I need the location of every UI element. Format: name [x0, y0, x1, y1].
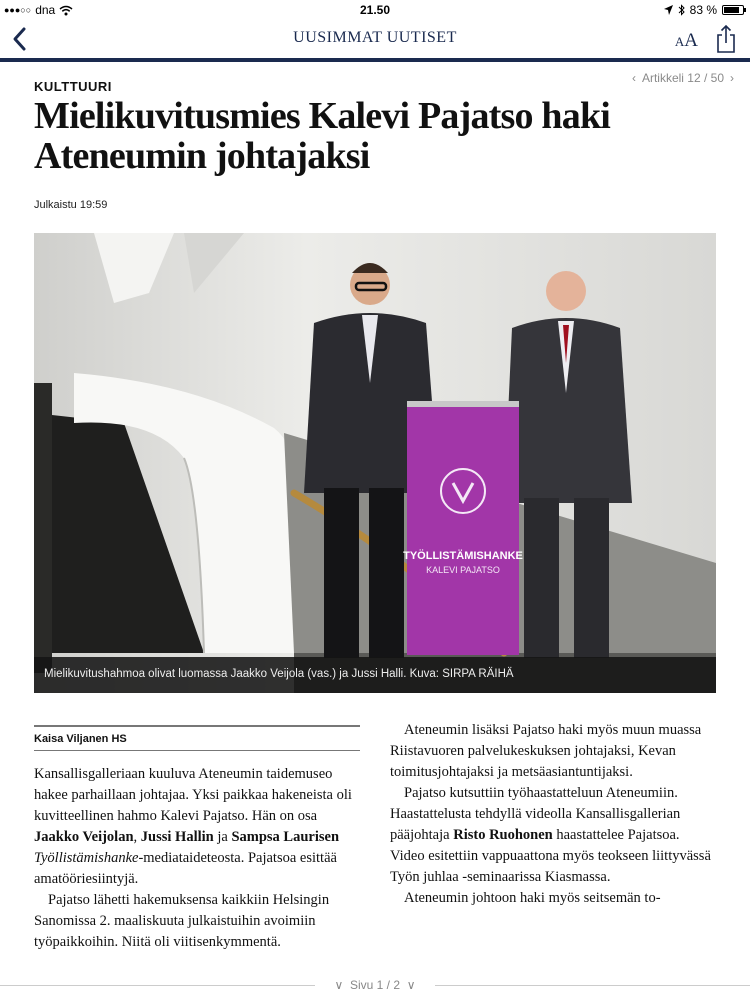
paragraph: Pajatso lähetti hakemuksensa kaikkiin Helsingin Sanomissa 2. maaliskuuta julkaistuihin avoimiin työpaikkoihin. Niitä oli viitisenkymmentä.: [34, 892, 330, 950]
article-counter: [632, 71, 734, 85]
location-arrow-icon: [664, 5, 673, 15]
published-time: Julkaistu 19:59: [34, 199, 108, 211]
status-right: [664, 3, 744, 17]
person-name: Jaakko Veijolan: [34, 829, 134, 845]
text-run: Pajatso kutsuttiin työhaastatteluun Ateneumiin. Haastattelusta tehdyllä videolla Kansallisgallerian pääjohtaja: [390, 785, 681, 843]
battery-icon: [722, 5, 744, 15]
article-counter-label: Artikkeli 12 / 50: [641, 71, 724, 85]
text-run: haastattelee Pajatsoa. Video esitettiin vappuaattona myös teokseen liittyvässä Työn juhlaa -seminaarissa Kiasmassa.: [390, 827, 711, 885]
paragraph: [390, 783, 716, 888]
page-number: Sivu 1 / 2: [349, 978, 401, 992]
page-indicator-label: [0, 978, 750, 992]
person-name: Sampsa Laurisen: [231, 829, 340, 845]
article-body-column-right: [390, 720, 716, 909]
font-size-large-label: A: [684, 30, 698, 51]
navigation-bar: [0, 20, 750, 60]
page-indicator[interactable]: [0, 977, 750, 995]
signal-strength-icon: ●●●○○: [4, 5, 32, 15]
bluetooth-icon: [678, 4, 685, 16]
photo-caption: Mielikuvitushahmoa olivat luomassa Jaakko Veijola (vas.) ja Jussi Halli. Kuva: SIRPA RÄIHÄ: [34, 657, 716, 693]
page-title: UUSIMMAT UUTISET: [293, 29, 457, 46]
work-title: Työllistämishanke: [34, 850, 139, 866]
person-name: Risto Ruohonen: [453, 827, 553, 843]
article-body-column-left: [34, 764, 360, 953]
font-size-small-label: A: [674, 34, 685, 49]
font-size-button[interactable]: [675, 30, 698, 52]
banner-rollup: [407, 405, 519, 655]
article-photo[interactable]: [34, 233, 716, 693]
person-name: Jussi Hallin: [140, 829, 214, 845]
share-icon[interactable]: [714, 24, 738, 54]
next-article-icon[interactable]: ›: [730, 71, 734, 85]
photo-illustration: [34, 233, 716, 693]
paragraph: Ateneumin lisäksi Pajatso haki myös muun muassa Riistavuoren palvelukeskuksen johtajaksi, Kevan toimitusjohtajaksi ja metsäasiantuntijaksi.: [390, 722, 702, 780]
previous-article-icon[interactable]: ‹: [631, 71, 636, 85]
banner-title: TYÖLLISTÄMISHANKE: [403, 550, 523, 562]
author-byline: Kaisa Viljanen HS: [34, 725, 360, 751]
status-bar: [0, 0, 750, 20]
text-run: Kansallisgalleriaan kuuluva Ateneumin taidemuseo hakee parhaillaan johtajaa. Yksi paikkaa hakeneista oli kuvitteellinen hahmo Kalevi Pajatso. Hän on osa: [34, 766, 352, 824]
nav-divider: [0, 58, 750, 62]
paragraph: [34, 764, 360, 890]
text-run: ja: [213, 829, 232, 845]
battery-percent: 83 %: [689, 3, 717, 17]
chevron-down-icon: ∨: [334, 978, 344, 992]
chevron-down-icon: ∨: [406, 978, 416, 992]
battery-level-fill: [724, 7, 739, 13]
carrier-name: dna: [35, 3, 56, 17]
paragraph: Ateneumin johtoon haki myös seitsemän to-: [404, 890, 661, 906]
article-headline: Mielikuvitusmies Kalevi Pajatso haki Ateneumin johtajaksi: [34, 95, 611, 177]
banner-subtitle: KALEVI PAJATSO: [426, 565, 500, 575]
text-run: ,: [133, 829, 141, 845]
text-run: -mediataideteosta. Pajatsoa esittää amatööriesiintyjä.: [34, 850, 337, 887]
section-label[interactable]: KULTTUURI: [34, 79, 112, 94]
status-time: 21.50: [359, 3, 391, 17]
